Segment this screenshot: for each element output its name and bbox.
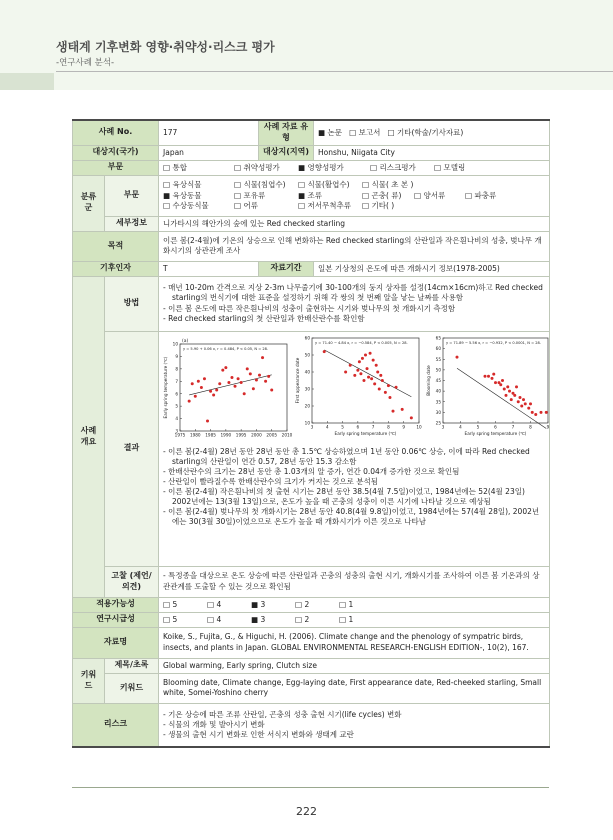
- y-tick-label: 50: [435, 367, 441, 373]
- data-point: [487, 374, 490, 377]
- keywords-kw-value: Blooming date, Climate change, Egg-laying date, First appearance date, Red-cheeked starling, Small white, Somei-Yoshino cherry: [159, 673, 550, 703]
- applicability-option[interactable]: □ 2: [295, 599, 310, 609]
- x-axis-label: Early spring temperature (℃): [464, 430, 527, 436]
- data-point: [503, 387, 506, 390]
- data-point: [354, 373, 357, 376]
- timeliness-options: [159, 612, 550, 627]
- x-axis-label: Early spring temperature (℃): [334, 430, 397, 436]
- result-item: - 한배산란수의 크기는 28년 동안 총 1.03개의 알 증가, 연간 0.04개 증가한 것으로 확인됨: [163, 466, 460, 476]
- y-tick-label: 60: [435, 345, 441, 351]
- data-point: [455, 355, 458, 358]
- y-tick-label: 7: [175, 378, 179, 384]
- y-tick-label: 10: [172, 341, 179, 347]
- taxon-option[interactable]: □ 파충류: [465, 190, 497, 200]
- page-title: 생태계 기후변화 영향·취약성·리스크 평가: [56, 40, 275, 54]
- risk-item: - 생물의 출현 시기 변화로 인한 서식지 변화와 생태계 교란: [163, 729, 354, 739]
- data-point: [490, 376, 493, 379]
- data-point: [249, 372, 252, 375]
- timeliness-option[interactable]: □ 1: [339, 614, 354, 624]
- data-point: [371, 377, 374, 380]
- case-summary-label: 사례 개요: [73, 276, 105, 597]
- country-value: Japan: [159, 145, 259, 160]
- sector-option[interactable]: □ 통합: [163, 162, 187, 172]
- data-point: [372, 358, 375, 361]
- taxon-option[interactable]: □ 기타( ): [362, 200, 395, 210]
- taxon-option[interactable]: □ 수상동식물: [163, 200, 209, 210]
- detail-label: 세부정보: [105, 216, 159, 231]
- y-tick-label: 9: [175, 353, 179, 359]
- applicability-option[interactable]: ■ 3: [251, 599, 266, 609]
- data-point: [206, 419, 209, 422]
- data-point: [218, 382, 221, 385]
- x-tick-label: 8: [528, 424, 532, 430]
- taxon-option[interactable]: □ 식물(침엽수): [234, 180, 286, 190]
- result-item: - 이른 봄(2-4월) 28년 동안 28년 동안 총 1.5℃ 상승하였으며 1년 동안 0.06℃ 상승, 이에 따라 Red checked starling의 산란일이 연간 0.57, 28년 동안 15.3 감소함: [163, 446, 530, 466]
- applicability-label: 적용가능성: [73, 597, 159, 612]
- data-point: [230, 376, 233, 379]
- data-point: [378, 387, 381, 390]
- regression-stats: y = 5.90 + 0.06 x, r = 0.484, P < 0.05, N = 28.: [183, 346, 269, 351]
- x-tick-label: 2005: [266, 432, 278, 438]
- y-tick-label: 35: [435, 398, 441, 404]
- discussion-label: 고찰 (제언/의견): [105, 566, 159, 597]
- data-point: [267, 374, 270, 377]
- data-point: [384, 390, 387, 393]
- y-tick-label: 30: [305, 386, 311, 392]
- data-point: [518, 396, 521, 399]
- data-point: [215, 388, 218, 391]
- data-point: [243, 392, 246, 395]
- data-point: [387, 384, 390, 387]
- risk-body: [159, 703, 550, 747]
- data-point: [360, 372, 363, 375]
- regression-stats: y = 71.40 − 4.84 x, r = −0.584, P < 0.005, N = 28.: [315, 340, 409, 345]
- data-point: [545, 410, 548, 413]
- x-tick-label: 1985: [205, 432, 216, 438]
- blooming-date-chart: [425, 335, 551, 445]
- data-point: [377, 370, 380, 373]
- data-point: [240, 381, 243, 384]
- timeliness-option[interactable]: □ 4: [207, 614, 222, 624]
- x-tick-label: 1990: [220, 432, 232, 438]
- timeliness-option[interactable]: □ 5: [163, 614, 178, 624]
- data-point: [209, 389, 212, 392]
- result-label: 결과: [105, 331, 159, 566]
- data-point: [374, 382, 377, 385]
- data-point: [401, 407, 404, 410]
- plot-frame: [180, 344, 287, 431]
- region-label: 대상지(지역): [259, 145, 314, 160]
- taxon-option[interactable]: □ 저서무척추류: [298, 200, 351, 210]
- data-point: [483, 374, 486, 377]
- data-type-label: 사례 자료 유형: [259, 120, 314, 145]
- classification-sector-label: 부문: [105, 175, 159, 216]
- data-point: [522, 398, 525, 401]
- data-point: [234, 384, 237, 387]
- data-point: [252, 387, 255, 390]
- x-tick-label: 3: [311, 424, 314, 430]
- data-point: [224, 366, 227, 369]
- data-point: [363, 379, 366, 382]
- climate-factor-label: 기후인자: [73, 261, 159, 276]
- data-point: [364, 353, 367, 356]
- data-point: [499, 383, 502, 386]
- timeliness-option[interactable]: □ 2: [295, 614, 310, 624]
- x-tick-label: 5: [341, 424, 345, 430]
- applicability-option[interactable]: □ 5: [163, 599, 178, 609]
- data-point: [501, 379, 504, 382]
- period-label: 자료기간: [259, 261, 314, 276]
- data-point: [221, 368, 224, 371]
- x-tick-label: 1980: [189, 432, 201, 438]
- taxon-option[interactable]: □ 양서류: [414, 190, 446, 200]
- data-point: [517, 400, 520, 403]
- taxon-option[interactable]: ■ 육상동물: [163, 190, 202, 200]
- y-tick-label: 10: [305, 420, 311, 426]
- data-point: [506, 385, 509, 388]
- method-item: - 이른 봄 온도에 따른 작은흰나비의 성충이 출현하는 시기와 벚나무의 첫 개화시기 측정함: [163, 303, 456, 313]
- classification-label: 분류군: [73, 175, 105, 231]
- y-tick-label: 25: [435, 420, 441, 426]
- x-tick-label: 9: [546, 424, 550, 430]
- data-point: [212, 393, 215, 396]
- data-point: [358, 360, 361, 363]
- sector-option[interactable]: ■ 영향성평가: [298, 162, 344, 172]
- data-point: [227, 381, 230, 384]
- data-point: [194, 394, 197, 397]
- data-point: [504, 393, 507, 396]
- timeliness-option[interactable]: ■ 3: [251, 614, 266, 624]
- data-point: [197, 379, 200, 382]
- references-label: 자료명: [73, 627, 159, 658]
- x-tick-label: 6: [493, 424, 497, 430]
- result-item: - 이른 봄(2-4월) 작은흰나비의 첫 출현 시기는 28년 동안 38.5(4월 7.5일)이었고, 1984년에는 52(4월 23일) 2002년에는 13(3월 13일)으로, 온도가 높을 때 곤충의 성충이 이른 시기에 나타날 것으로 예상됨: [163, 487, 525, 507]
- detail-value: 니가타시의 해안가의 숲에 있는 Red checked starling: [159, 216, 550, 231]
- data-point: [510, 398, 513, 401]
- panel-label: (a): [182, 338, 189, 344]
- footer-rule: [72, 787, 549, 788]
- x-tick-label: 4: [326, 424, 330, 430]
- data-point: [345, 370, 348, 373]
- keywords-label: 키워드: [73, 658, 105, 703]
- y-axis-label: Blooming date: [425, 364, 431, 396]
- data-point: [395, 385, 398, 388]
- x-tick-label: 1995: [235, 432, 247, 438]
- method-body: [159, 276, 550, 331]
- y-tick-label: 40: [435, 388, 441, 394]
- risk-item: - 식물의 개화 및 발아시기 변화: [163, 719, 265, 729]
- data-point: [369, 351, 372, 354]
- keywords-title-label: 제목/초록: [105, 658, 159, 673]
- taxon-option[interactable]: □ 어류: [234, 200, 258, 210]
- x-tick-label: 10: [416, 424, 423, 430]
- period-value: 일본 기상청의 온도에 따른 개화시기 정보(1978-2005): [314, 261, 550, 276]
- y-tick-label: 8: [175, 366, 179, 372]
- case-no-value: 177: [159, 120, 259, 145]
- applicability-option[interactable]: □ 4: [207, 599, 222, 609]
- header-tab-decoration: [0, 73, 54, 90]
- taxon-option[interactable]: □ 곤충( 류): [362, 190, 402, 200]
- method-item: - Red checked starling의 첫 산란일과 한배산란수를 확인함: [163, 313, 365, 323]
- taxon-option[interactable]: □ 포유류: [234, 190, 266, 200]
- taxon-option[interactable]: ■ 조류: [298, 190, 322, 200]
- page-subtitle: -연구사례 분석-: [56, 58, 115, 68]
- y-tick-label: 4: [175, 415, 179, 421]
- x-tick-label: 8: [387, 424, 391, 430]
- data-point: [264, 379, 267, 382]
- sector-label: 부문: [73, 160, 159, 175]
- x-tick-label: 2000: [251, 432, 262, 438]
- x-tick-label: 1975: [174, 432, 186, 438]
- data-point: [508, 389, 511, 392]
- data-type-option[interactable]: ■ 논문: [318, 127, 342, 137]
- sector-options: [159, 160, 550, 175]
- x-tick-label: 3: [441, 424, 445, 430]
- data-type-option[interactable]: □ 보고서: [349, 127, 381, 137]
- discussion-value: - 특정종을 대상으로 온도 상승에 따른 산란일과 곤충의 성충의 출현 시기, 개화시기를 조사하여 이른 봄 기온과의 상관관계를 도출할 수 있는 것으로 확인됨: [159, 566, 550, 597]
- y-tick-label: 20: [305, 403, 311, 409]
- references-value: Koike, S., Fujita, G., & Higuchi, H. (2006). Climate change and the phenology of sympatric birds, insects, and plants in Japan. GLOBAL ENVIRONMENTAL RESEARCH-ENGLISH EDITION-, 10(2), 167.: [159, 627, 550, 658]
- data-point: [529, 402, 532, 405]
- method-label: 방법: [105, 276, 159, 331]
- data-point: [410, 416, 413, 419]
- sector-option[interactable]: □ 취약성평가: [234, 162, 280, 172]
- data-point: [367, 375, 370, 378]
- x-tick-label: 7: [511, 424, 515, 430]
- data-point: [520, 404, 523, 407]
- data-point: [258, 373, 261, 376]
- applicability-options: [159, 597, 550, 612]
- y-tick-label: 5: [175, 403, 179, 409]
- data-point: [539, 410, 542, 413]
- data-point: [361, 356, 364, 359]
- result-body: [159, 331, 550, 566]
- data-point: [188, 399, 191, 402]
- x-tick-label: 4: [458, 424, 462, 430]
- regression-stats: y = 71.89 − 5.56 x, r = −0.932, P < 0.0001, N = 28.: [445, 340, 541, 345]
- y-tick-label: 6: [175, 390, 179, 396]
- data-point: [527, 406, 530, 409]
- y-tick-label: 45: [435, 377, 441, 383]
- data-point: [366, 367, 369, 370]
- climate-factor-value: T: [159, 261, 259, 276]
- x-tick-label: 9: [402, 424, 406, 430]
- data-point: [270, 388, 273, 391]
- data-point: [494, 381, 497, 384]
- y-axis-label: Early spring temperature (℃): [163, 356, 169, 419]
- temperature-trend-chart: [163, 335, 291, 445]
- applicability-option[interactable]: □ 1: [339, 599, 354, 609]
- result-item: - 이른 봄(2-4월) 벚나무의 첫 개화시기는 28년 동안 40.8(4월 9.8일)이었고, 1984년에는 57(4월 28일), 2002년에는 30(3월 30일)이었으므로 온도가 높을 때 개화시기가 이른 것으로 나타남: [163, 507, 540, 527]
- case-table: [72, 119, 550, 748]
- taxon-option[interactable]: □ 식물( 초 본 ): [362, 180, 414, 190]
- data-point: [246, 367, 249, 370]
- data-point: [261, 356, 264, 359]
- figure-row: [163, 335, 550, 447]
- sector-option[interactable]: □ 모델링: [434, 162, 466, 172]
- data-point: [237, 377, 240, 380]
- x-tick-label: 2010: [281, 432, 293, 438]
- country-label: 대상지(국가): [73, 145, 159, 160]
- risk-item: - 기온 상승에 따른 조류 산란일, 곤충의 성충 출현 시기(life cycles) 변화: [163, 709, 402, 719]
- data-point: [375, 363, 378, 366]
- classification-options: [159, 175, 550, 216]
- data-point: [531, 410, 534, 413]
- data-point: [513, 393, 516, 396]
- result-item: - 산란일이 빨라질수록 한배산란수의 크기가 커지는 것으로 분석됨: [163, 476, 379, 486]
- data-point: [534, 413, 537, 416]
- y-tick-label: 3: [175, 428, 179, 434]
- keywords-kw-label: 키워드: [105, 673, 159, 703]
- data-point: [255, 378, 258, 381]
- y-axis-label: First appearance date: [295, 357, 301, 403]
- data-point: [203, 377, 206, 380]
- data-point: [380, 373, 383, 376]
- x-tick-label: 7: [372, 424, 375, 430]
- data-point: [357, 368, 360, 371]
- data-point: [349, 363, 352, 366]
- y-tick-label: 60: [305, 335, 311, 341]
- data-point: [492, 372, 495, 375]
- data-point: [381, 379, 384, 382]
- plot-frame: [443, 338, 548, 423]
- region-value: Honshu, Niigata City: [314, 145, 550, 160]
- method-item: - 매년 10-20m 간격으로 지상 2-3m 나무줄기에 30-100개의 둥지 상자를 설정(14cm×16cm)하고 Red checked starling의 번식기에 대한 표준을 설정하기 위해 각 쌍의 첫 번째 알을 낳는 날짜를 사용함: [163, 283, 543, 303]
- case-no-label: 사례 No.: [73, 120, 159, 145]
- risk-label: 리스크: [73, 703, 159, 747]
- data-point: [524, 402, 527, 405]
- data-point: [200, 386, 203, 389]
- purpose-label: 목적: [73, 231, 159, 261]
- page-number: 222: [296, 805, 317, 818]
- first-appearance-chart: [293, 335, 422, 445]
- x-tick-label: 6: [356, 424, 360, 430]
- header-rule: [56, 71, 613, 72]
- y-tick-label: 55: [435, 356, 441, 362]
- y-tick-label: 30: [435, 409, 441, 415]
- data-point: [392, 409, 395, 412]
- data-point: [323, 350, 326, 353]
- data-point: [191, 382, 194, 385]
- x-tick-label: 5: [476, 424, 480, 430]
- taxon-option[interactable]: □ 식물(활엽수): [298, 180, 350, 190]
- data-type-option[interactable]: □ 기타(학술/기사자료): [387, 127, 464, 137]
- data-point: [389, 396, 392, 399]
- y-tick-label: 50: [305, 352, 311, 358]
- timeliness-label: 연구시급성: [73, 612, 159, 627]
- sector-option[interactable]: □ 리스크평가: [370, 162, 416, 172]
- y-tick-label: 65: [435, 335, 441, 341]
- taxon-option[interactable]: □ 육상식물: [163, 180, 202, 190]
- keywords-title-value: Global warming, Early spring, Clutch size: [159, 658, 550, 673]
- data-type-options: [314, 120, 550, 145]
- purpose-value: 이른 봄(2-4월)에 기온의 상승으로 인해 변화하는 Red checked starling의 산란일과 작은흰나비의 성충, 벚나무 개화시기의 상관관계 조사: [159, 231, 550, 261]
- data-point: [515, 385, 518, 388]
- y-tick-label: 40: [305, 369, 311, 375]
